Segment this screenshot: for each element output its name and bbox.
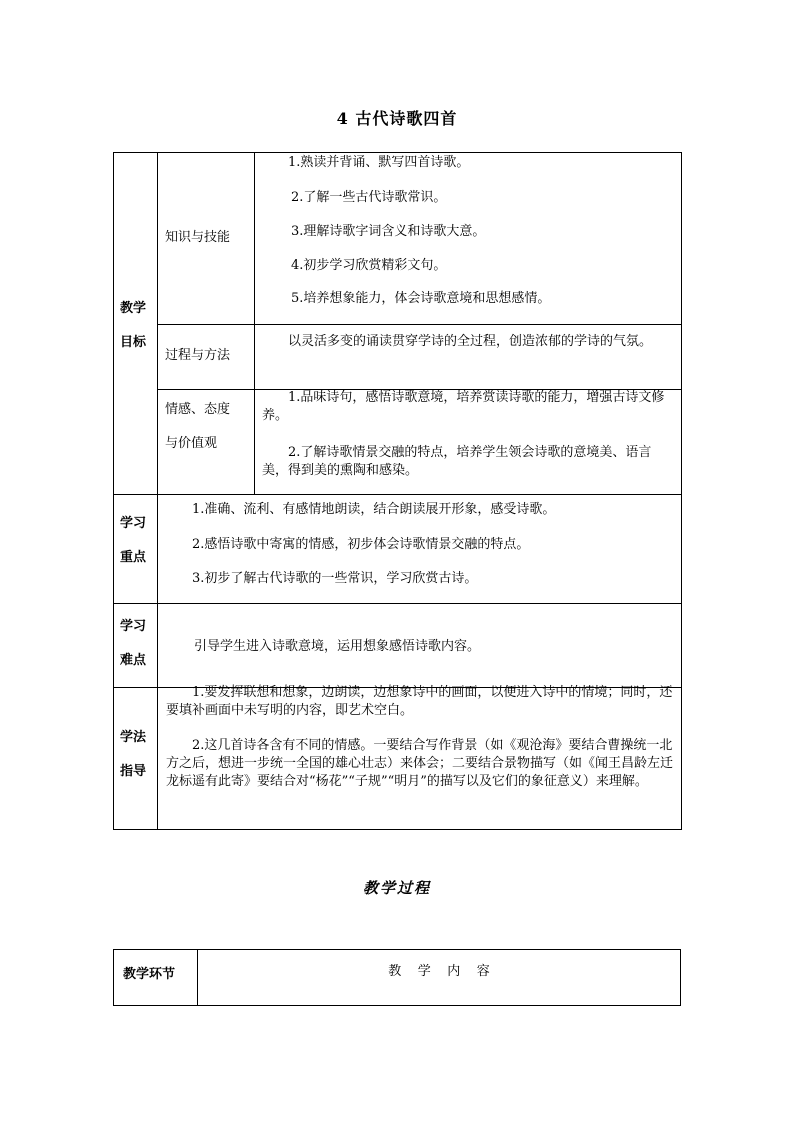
knowledge-item: 4.初步学习欣赏精彩文句。 xyxy=(291,258,447,273)
keypoints-label-line2: 重点 xyxy=(120,550,147,565)
knowledge-item: 1.熟读并背诵、默写四首诗歌。 xyxy=(288,155,470,170)
keypoint-item: 3.初步了解古代诗歌的一些常识，学习欣赏古诗。 xyxy=(192,571,478,586)
divider xyxy=(114,494,681,495)
methods-label-line2: 指导 xyxy=(120,764,147,779)
process-heading: 教学过程 xyxy=(362,879,431,897)
emotion-item: 1.品味诗句，感悟诗歌意境，培养赏读诗歌的能力，增强古诗文修养。 xyxy=(262,390,665,423)
objectives-label-line2: 目标 xyxy=(120,335,147,350)
keypoints-label-line1: 学习 xyxy=(120,516,147,531)
objectives-label-line1: 教学 xyxy=(120,301,147,316)
divider xyxy=(157,153,158,829)
document-title: 4 古代诗歌四首 xyxy=(336,109,458,128)
divider xyxy=(254,153,255,494)
divider xyxy=(114,603,681,604)
method-item: 1.要发挥联想和想象，边朗读，边想象诗中的画面，以便进入诗中的情境；同时，还要填补画面中未写明的内容，即艺术空白。 xyxy=(166,685,673,718)
process-text: 以灵活多变的诵读贯穿学诗的全过程，创造浓郁的学诗的气氛。 xyxy=(288,334,653,349)
keypoint-item: 2.感悟诗歌中寄寓的情感，初步体会诗歌情景交融的特点。 xyxy=(192,537,530,552)
process-col2-header: 教 学 内 容 xyxy=(388,964,490,979)
emotion-label-line2: 与价值观 xyxy=(165,436,218,451)
difficulties-label-line2: 难点 xyxy=(120,653,147,668)
process-label: 过程与方法 xyxy=(165,348,231,363)
knowledge-item: 3.理解诗歌字词含义和诗歌大意。 xyxy=(291,224,486,239)
knowledge-label: 知识与技能 xyxy=(165,230,231,245)
objectives-table xyxy=(113,152,682,830)
methods-label-line1: 学法 xyxy=(120,730,147,745)
method-item: 2.这几首诗各含有不同的情感。一要结合写作背景（如《观沧海》要结合曹操统一北方之后，想进一步统一全国的雄心壮志）来体会；二要结合景物描写（如《闻王昌龄左迁龙标遥有此寄》要结合对“杨花”“子规”“明月”的描写以及它们的象征意义）来理解。 xyxy=(166,738,674,789)
emotion-item: 2.了解诗歌情景交融的特点，培养学生领会诗歌的意境美、语言美，得到美的熏陶和感染。 xyxy=(262,445,652,478)
process-table xyxy=(113,949,681,1006)
divider xyxy=(157,324,681,325)
difficulties-label-line1: 学习 xyxy=(120,619,147,634)
knowledge-item: 2.了解一些古代诗歌常识。 xyxy=(291,190,447,205)
difficulties-text: 引导学生进入诗歌意境，运用想象感悟诗歌内容。 xyxy=(194,639,481,654)
emotion-label-line1: 情感、态度 xyxy=(165,402,231,417)
knowledge-item: 5.培养想象能力，体会诗歌意境和思想感情。 xyxy=(291,291,551,306)
process-col1-header: 教学环节 xyxy=(123,967,176,982)
keypoint-item: 1.准确、流利、有感情地朗读，结合朗读展开形象，感受诗歌。 xyxy=(192,502,556,517)
